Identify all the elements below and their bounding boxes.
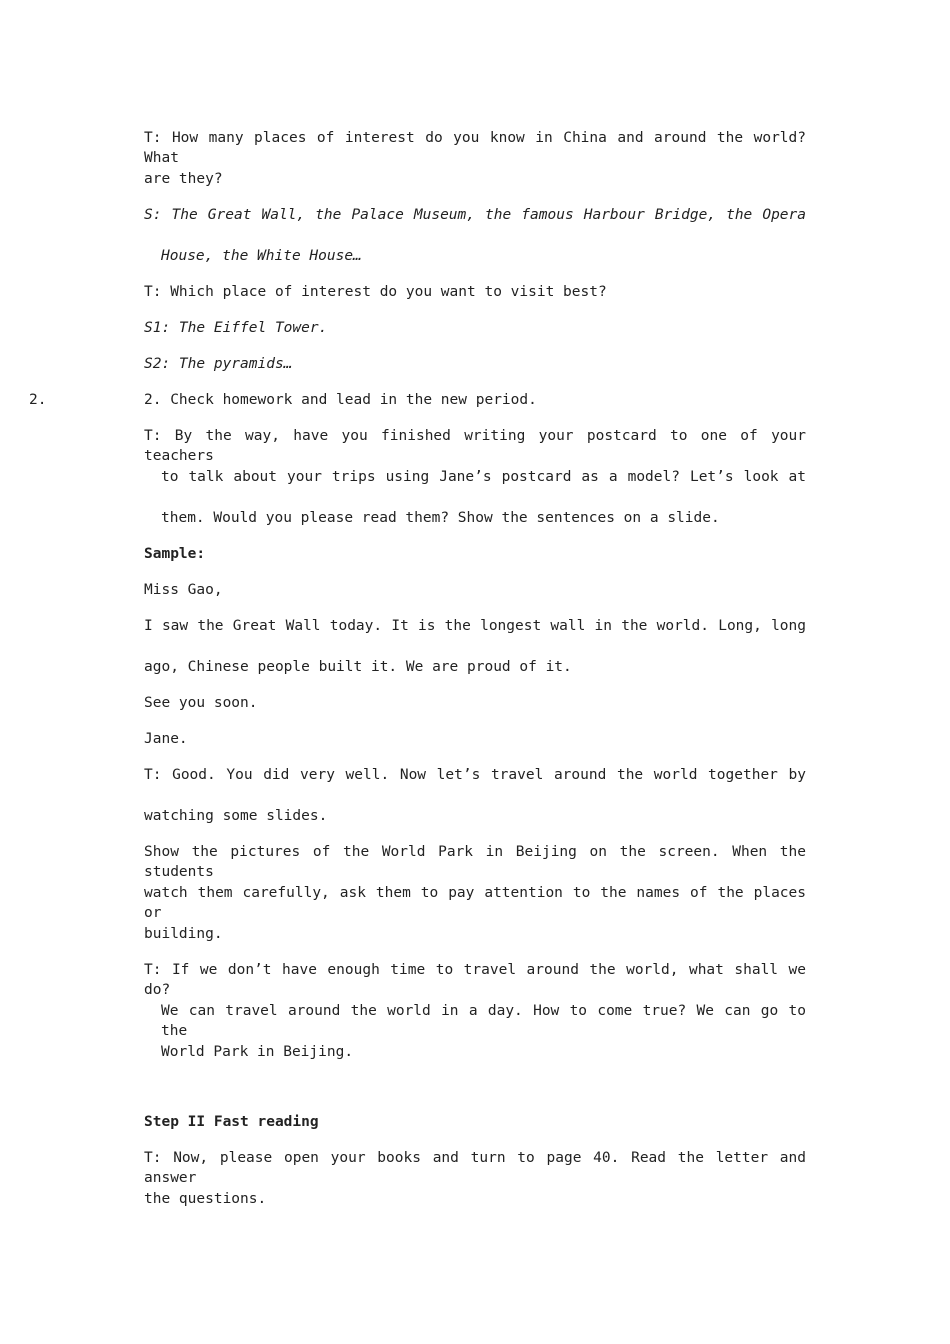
instruction-line: building.	[144, 926, 223, 942]
instruction-line: Show the pictures of the World Park in Beijing on the screen. When the students	[144, 844, 806, 880]
postcard-greeting: Miss Gao,	[144, 582, 223, 598]
section-heading: Step II Fast reading	[144, 1114, 319, 1130]
teacher-line: T: Good. You did very well. Now let’s travel around the world together by	[144, 767, 806, 783]
postcard-signature: Jane.	[144, 731, 188, 747]
teacher-question-line: T: Which place of interest do you want to visit best?	[144, 284, 607, 300]
list-number: 2.	[29, 392, 47, 408]
teacher-line: T: By the way, have you finished writing your postcard to one of your teachers	[144, 428, 806, 464]
sample-label: Sample:	[144, 546, 206, 562]
teacher-line-continuation: World Park in Beijing.	[161, 1044, 354, 1060]
teacher-line: T: If we don’t have enough time to travel around the world, what shall we do?	[144, 962, 806, 998]
postcard-closing: See you soon.	[144, 695, 258, 711]
teacher-line-continuation: to talk about your trips using Jane’s postcard as a model? Let’s look at	[161, 469, 806, 485]
postcard-body: ago, Chinese people built it. We are proud of it.	[144, 659, 572, 675]
student-answer-line: S: The Great Wall, the Palace Museum, the famous Harbour Bridge, the Opera	[144, 207, 806, 223]
instruction-line: watch them carefully, ask them to pay attention to the names of the places or	[144, 885, 806, 921]
student-answer-continuation: House, the White House…	[161, 248, 362, 264]
postcard-body: I saw the Great Wall today. It is the longest wall in the world. Long, long	[144, 618, 806, 634]
teacher-line-continuation: them. Would you please read them? Show the sentences on a slide.	[161, 510, 720, 526]
teacher-question-line: T: How many places of interest do you know in China and around the world? What	[144, 130, 806, 166]
text-line: are they?	[144, 171, 223, 187]
text-line: watching some slides.	[144, 808, 328, 824]
step-heading: 2. Check homework and lead in the new period.	[144, 392, 537, 408]
text-line: the questions.	[144, 1191, 267, 1207]
student-answer-line: S1: The Eiffel Tower.	[144, 320, 328, 336]
teacher-line-continuation: We can travel around the world in a day. How to come true? We can go to the	[161, 1003, 806, 1039]
teacher-line: T: Now, please open your books and turn to page 40. Read the letter and answer	[144, 1150, 806, 1186]
student-answer-line: S2: The pyramids…	[144, 356, 293, 372]
